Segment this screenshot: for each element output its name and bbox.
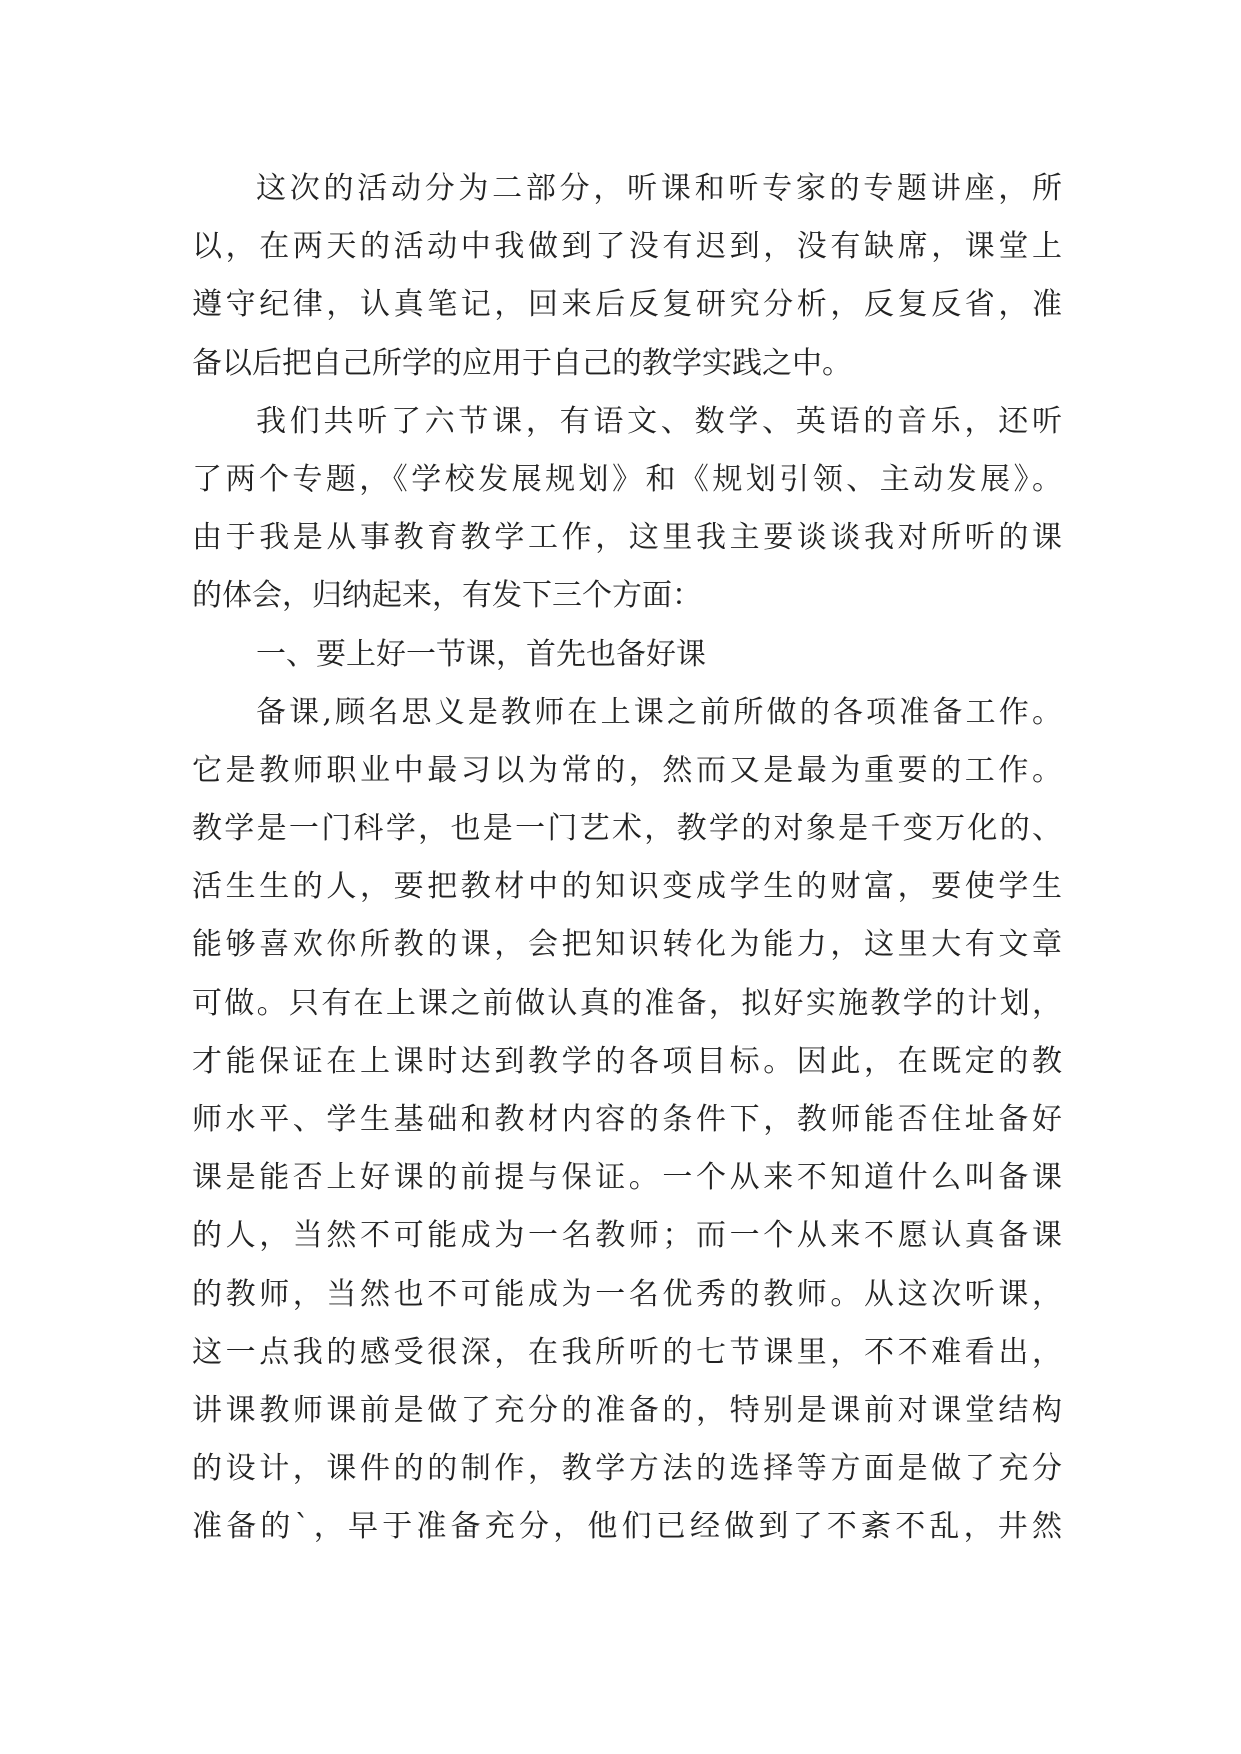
paragraph-2-line-1: 我们共听了六节课，有语文、数学、英语的音乐，还听 — [256, 403, 1062, 439]
paragraph-2-line-2: 了两个专题，《学校发展规划》和《规划引领、主动发展》。 — [192, 461, 1062, 497]
paragraph-1-line-4: 备以后把自己所学的应用于自己的教学实践之中。 — [192, 345, 852, 381]
paragraph-3-line-8: 师水平、学生基础和教材内容的条件下，教师能否住址备好 — [192, 1102, 1062, 1137]
paragraph-2-line-4: 的体会，归纳起来，有发下三个方面： — [192, 578, 702, 614]
paragraph-2-line-3: 由于我是从事教育教学工作，这里我主要谈谈我对所听的课 — [192, 520, 1062, 556]
paragraph-3-line-15: 准备的`，早于准备充分，他们已经做到了不紊不乱，井然 — [192, 1509, 1062, 1545]
body-text — [192, 160, 1062, 1557]
paragraph-3-line-2: 它是教师职业中最习以为常的，然而又是最为重要的工作。 — [192, 752, 1062, 788]
paragraph-3-line-1: 备课,顾名思义是教师在上课之前所做的各项准备工作。 — [256, 694, 1062, 730]
paragraph-3-line-4: 活生生的人，要把教材中的知识变成学生的财富，要使学生 — [192, 869, 1062, 905]
paragraph-1-line-3: 遵守纪律，认真笔记，回来后反复研究分析，反复反省，准 — [192, 287, 1062, 323]
paragraph-3-line-12: 这一点我的感受很深，在我所听的七节课里，不不难看出， — [192, 1334, 1062, 1370]
paragraph-3-line-9: 课是能否上好课的前提与保证。一个从来不知道什么叫备课 — [192, 1160, 1062, 1196]
paragraph-3-line-7: 才能保证在上课时达到教学的各项目标。因此，在既定的教 — [192, 1043, 1062, 1079]
paragraph-3-line-5: 能够喜欢你所教的课，会把知识转化为能力，这里大有文章 — [192, 927, 1062, 963]
paragraph-3-line-6: 可做。只有在上课之前做认真的准备，拟好实施教学的计划， — [192, 985, 1062, 1021]
paragraph-1-line-2: 以，在两天的活动中我做到了没有迟到，没有缺席，课堂上 — [192, 229, 1062, 265]
section-heading: 一、要上好一节课，首先也备好课 — [256, 636, 706, 672]
paragraph-3-line-14: 的设计，课件的的制作，教学方法的选择等方面是做了充分 — [192, 1451, 1062, 1487]
paragraph-1-line-1: 这次的活动分为二部分，听课和听专家的专题讲座，所 — [256, 171, 1062, 206]
paragraph-3-line-3: 教学是一门科学，也是一门艺术，教学的对象是千变万化的、 — [192, 811, 1062, 847]
paragraph-3-line-10: 的人，当然不可能成为一名教师；而一个从来不愿认真备课 — [192, 1218, 1062, 1254]
paragraph-3-line-11: 的教师，当然也不可能成为一名优秀的教师。从这次听课， — [192, 1276, 1062, 1312]
paragraph-3-line-13: 讲课教师课前是做了充分的准备的，特别是课前对课堂结构 — [192, 1392, 1062, 1428]
